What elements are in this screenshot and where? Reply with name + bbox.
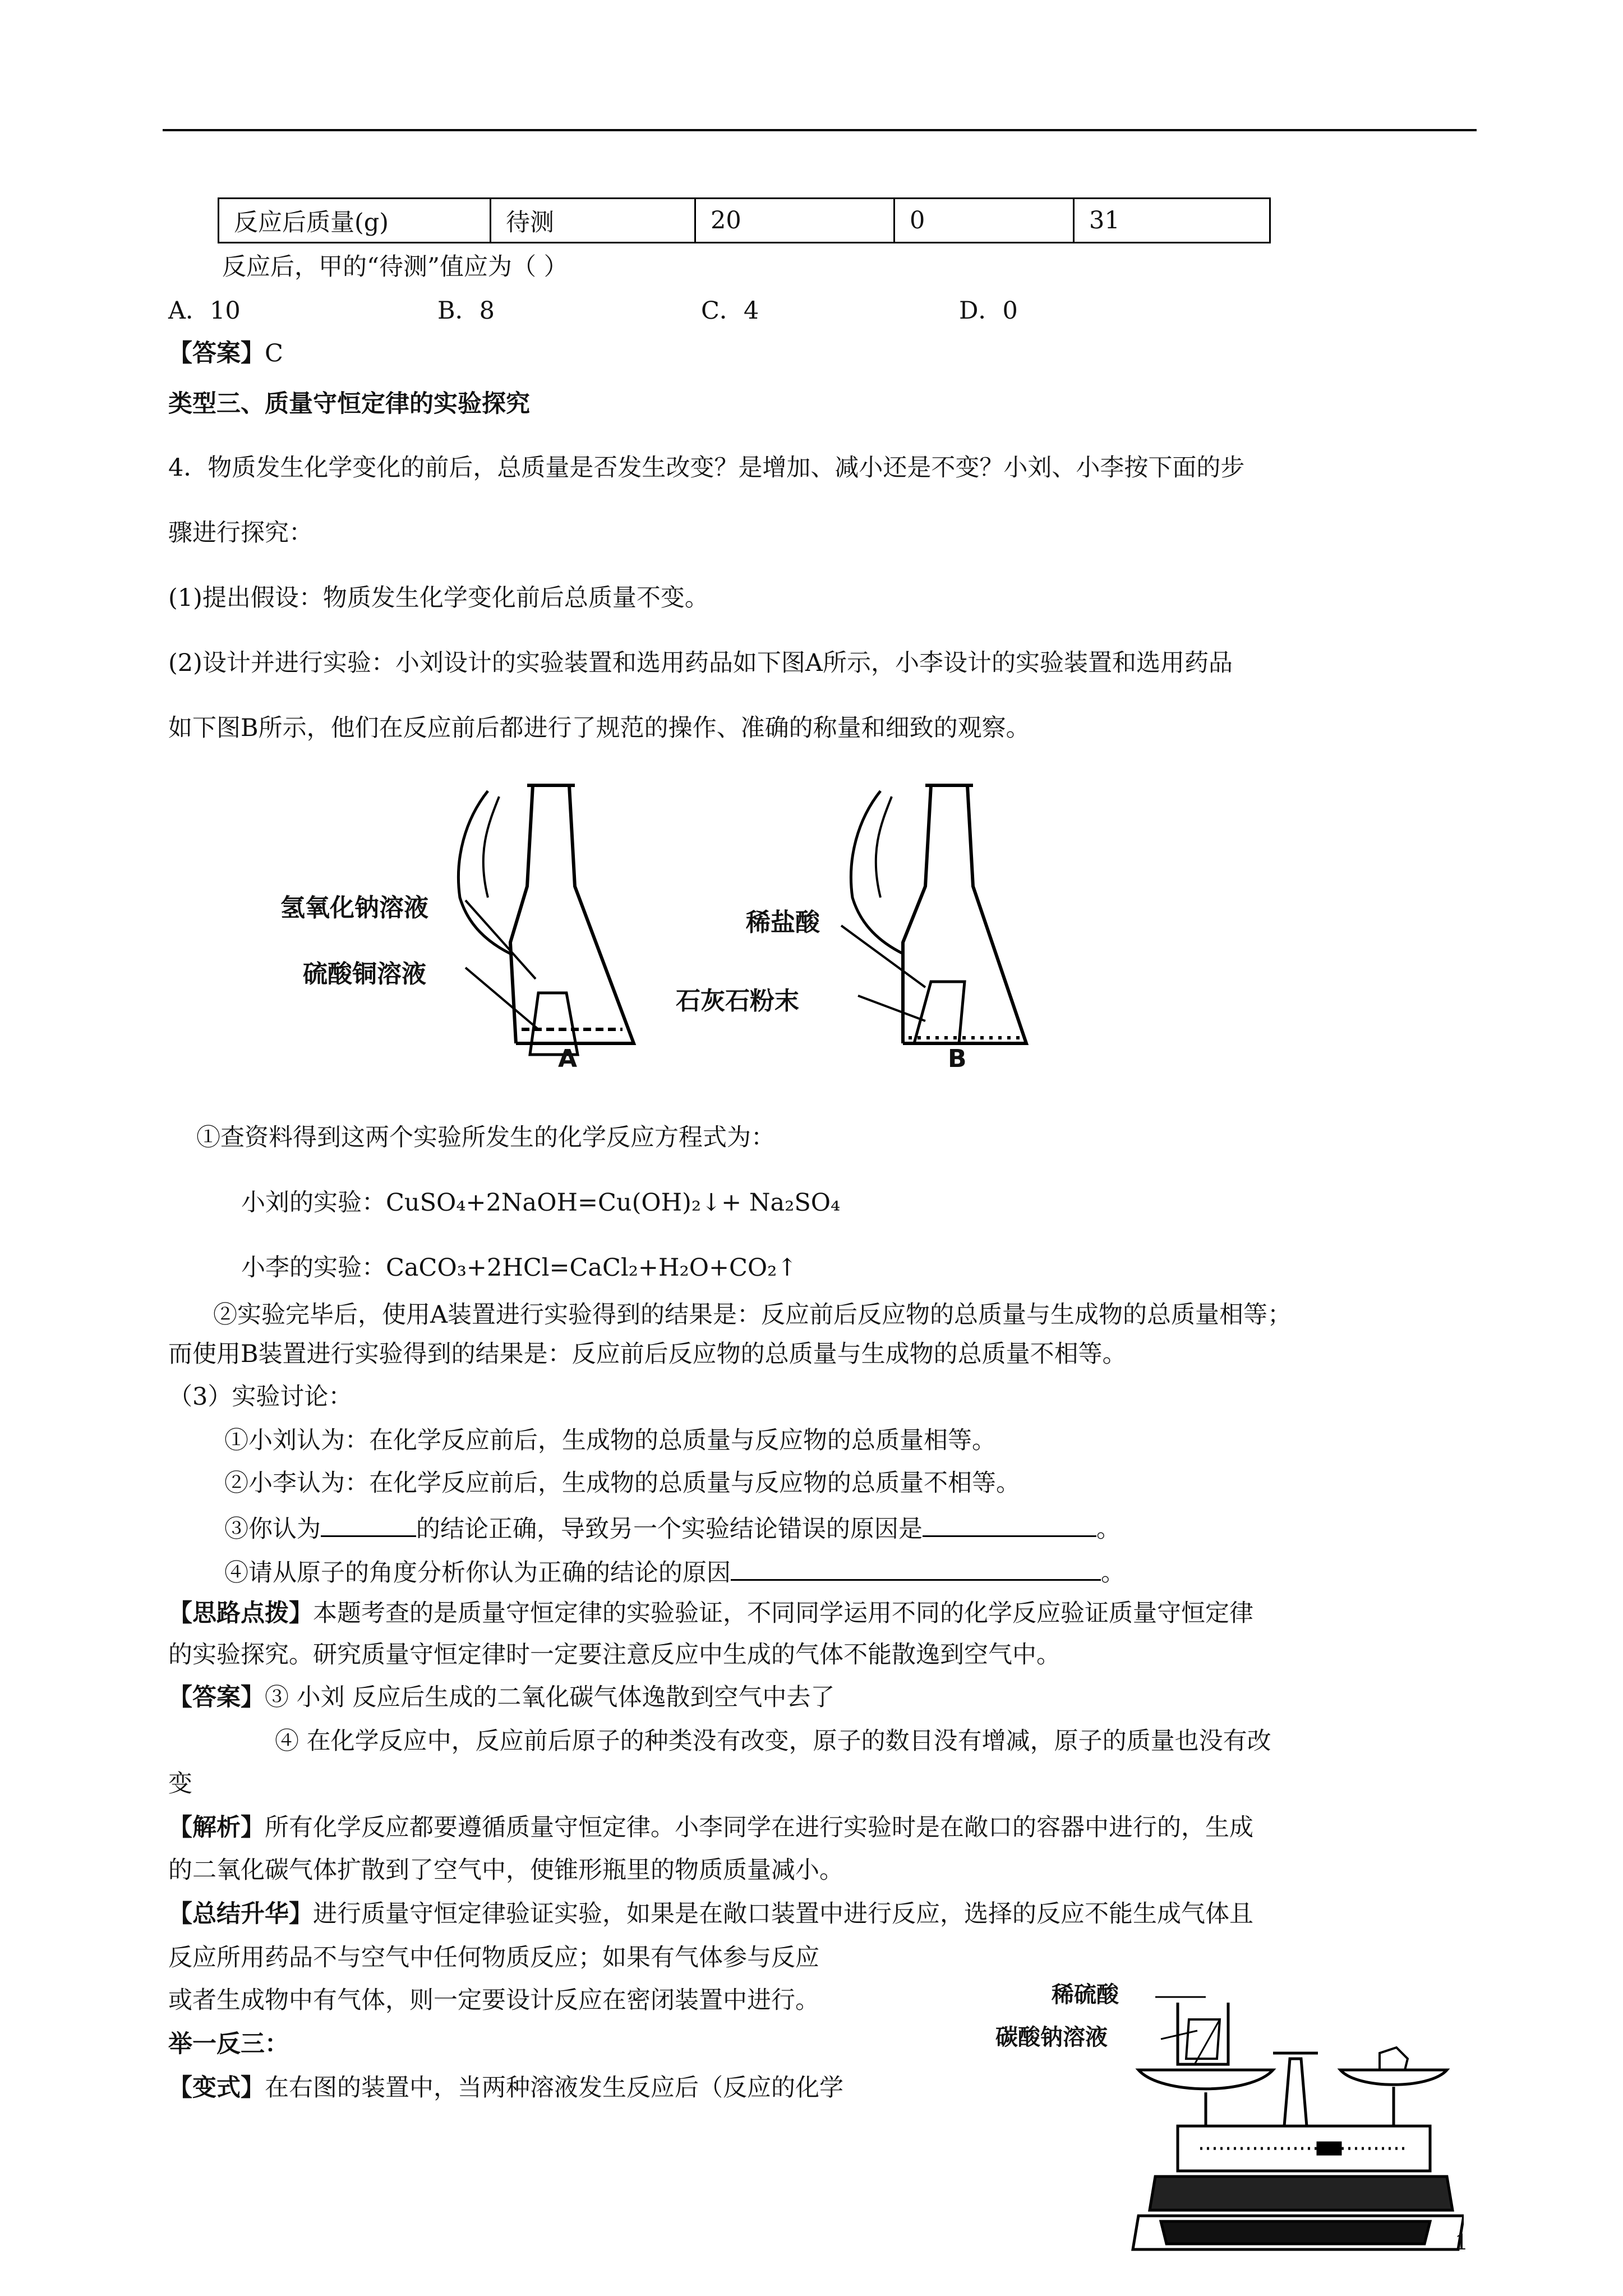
leader-line — [841, 926, 925, 987]
flask-b — [851, 785, 1026, 1043]
label-hcl: 稀盐酸 — [746, 908, 820, 937]
hint-text: 本题考查的是质量守恒定律的实验验证，不同同学运用不同的化学反应验证质量守恒定律 — [313, 1599, 1253, 1627]
flask-figure — [275, 774, 1071, 1088]
analysis-line1 — [168, 1813, 1253, 1843]
hint-line1 — [168, 1599, 1253, 1629]
hint-tag: 【思路点拨】 — [168, 1599, 313, 1627]
q4-step2-line1: (2)设计并进行实验：小刘设计的实验装置和选用药品如下图A所示，小李设计的实验装置和选用药品 — [168, 649, 1233, 677]
discussion-4 — [224, 1555, 1125, 1589]
answer-blank[interactable] — [923, 1511, 1096, 1537]
balance-figure — [1116, 1986, 1464, 2277]
answer4-line1 — [168, 1683, 834, 1713]
option-c: C．4 — [701, 297, 759, 325]
q4-sub2-line2: 而使用B装置进行实验得到的结果是：反应前后反应物的总质量与生成物的总质量不相等。 — [168, 1340, 1127, 1368]
discussion-3 — [224, 1511, 1121, 1545]
answer-blank[interactable] — [731, 1555, 1101, 1581]
label-na2co3: 碳酸钠溶液 — [995, 2024, 1108, 2050]
q4-step2-line2: 如下图B所示，他们在反应前后都进行了规范的操作、准确的称量和细致的观察。 — [168, 714, 1030, 742]
summary-text: 进行质量守恒定律验证实验，如果是在敞口装置中进行反应，选择的反应不能生成气体且 — [313, 1900, 1253, 1928]
leader-line — [465, 968, 538, 1029]
eq-prefix: 小李的实验： — [241, 1254, 386, 1282]
answer-tag: 【答案】 — [168, 1683, 265, 1711]
analysis-text: 所有化学反应都要遵循质量守恒定律。小李同学在进行实验时是在敞口的容器中进行的，生成 — [265, 1814, 1253, 1842]
eq-li — [241, 1253, 797, 1283]
answer-value: C — [265, 339, 283, 367]
q3-answer — [168, 339, 283, 369]
inner-tube — [1186, 2019, 1220, 2059]
label-h2so4: 稀硫酸 — [1052, 1982, 1119, 2008]
caption-a: A — [558, 1045, 578, 1073]
option-b: B．8 — [437, 297, 495, 325]
table-row — [219, 199, 1270, 243]
q4-stem-line2: 骤进行探究： — [168, 519, 313, 547]
caption-b: B — [948, 1045, 967, 1073]
answer-blank[interactable] — [321, 1511, 416, 1537]
equation: CuSO₄+2NaOH=Cu(OH)₂↓+ Na₂SO₄ — [386, 1189, 841, 1217]
page-number: 1 — [1455, 2230, 1469, 2254]
practice-title: 举一反三： — [168, 2030, 289, 2058]
flask-a — [458, 785, 634, 1055]
section-title: 类型三、质量守恒定律的实验探究 — [168, 390, 530, 418]
d4-text: ④请从原子的角度分析你认为正确的结论的原因 — [224, 1559, 731, 1587]
label-naoh: 氢氧化钠溶液 — [280, 894, 428, 922]
q4-sub2-line1: ②实验完毕后，使用A装置进行实验得到的结果是：反应前后反应物的总质量与生成物的总质量相等； — [213, 1301, 1292, 1329]
variant-tag: 【变式】 — [168, 2074, 265, 2102]
label-cuso4: 硫酸铜溶液 — [303, 960, 426, 988]
variant-text: 在右图的装置中，当两种溶液发生反应后（反应的化学 — [265, 2074, 843, 2102]
table-cell: 0 — [895, 199, 1074, 243]
table-cell: 反应后质量(g) — [219, 199, 491, 243]
summary-line3: 或者生成物中有气体，则一定要设计反应在密闭装置中进行。 — [168, 1986, 819, 2014]
eq-liu — [241, 1188, 840, 1218]
leader-line — [465, 900, 536, 979]
answer-tag: 【答案】 — [168, 339, 265, 367]
d4-text: 。 — [1101, 1559, 1125, 1587]
equation: CaCO₃+2HCl=CaCl₂+H₂O+CO₂↑ — [386, 1254, 797, 1282]
leader-line — [858, 996, 925, 1021]
header-rule — [163, 129, 1477, 131]
table-cell: 待测 — [491, 199, 695, 243]
q4-step1: (1)提出假设：物质发生化学变化前后总质量不变。 — [168, 584, 709, 612]
summary-line1 — [168, 1899, 1253, 1930]
table-cell: 31 — [1074, 199, 1270, 243]
table-cell: 20 — [695, 199, 895, 243]
variant-line1 — [168, 2073, 843, 2104]
data-table — [218, 197, 1271, 243]
q4-sub1: ①查资料得到这两个实验所发生的化学反应方程式为： — [196, 1124, 775, 1152]
analysis-line2: 的二氧化碳气体扩散到了空气中，使锥形瓶里的物质质量减小。 — [168, 1856, 843, 1884]
d3-text: 。 — [1096, 1515, 1121, 1543]
eq-prefix: 小刘的实验： — [241, 1189, 386, 1217]
d3-text: 的结论正确，导致另一个实验结论错误的原因是 — [416, 1515, 923, 1543]
q4-step3: （3）实验讨论： — [168, 1383, 353, 1411]
d3-text: ③你认为 — [224, 1515, 321, 1543]
q3-question: 反应后，甲的“待测”值应为（ ） — [222, 253, 568, 281]
summary-line2: 反应所用药品不与空气中任何物质反应；如果有气体参与反应 — [168, 1944, 819, 1972]
discussion-1: ①小刘认为：在化学反应前后，生成物的总质量与反应物的总质量相等。 — [224, 1427, 996, 1455]
discussion-2: ②小李认为：在化学反应前后，生成物的总质量与反应物的总质量不相等。 — [224, 1469, 1020, 1497]
hint-line2: 的实验探究。研究质量守恒定律时一定要注意反应中生成的气体不能散逸到空气中。 — [168, 1641, 1061, 1669]
answer-text: ③ 小刘 反应后生成的二氧化碳气体逸散到空气中去了 — [265, 1683, 835, 1711]
summary-tag: 【总结升华】 — [168, 1900, 313, 1928]
answer4-line3: 变 — [168, 1770, 192, 1798]
label-caco3: 石灰石粉末 — [676, 987, 799, 1015]
answer4-line2: ④ 在化学反应中，反应前后原子的种类没有改变，原子的数目没有增减，原子的质量也没有改 — [275, 1727, 1271, 1755]
option-d: D．0 — [959, 297, 1018, 325]
option-a: A．10 — [168, 297, 241, 325]
q4-stem-line1: 4．物质发生化学变化的前后，总质量是否发生改变？是增加、减小还是不变？小刘、小李按下面的步 — [168, 454, 1245, 482]
analysis-tag: 【解析】 — [168, 1814, 265, 1842]
